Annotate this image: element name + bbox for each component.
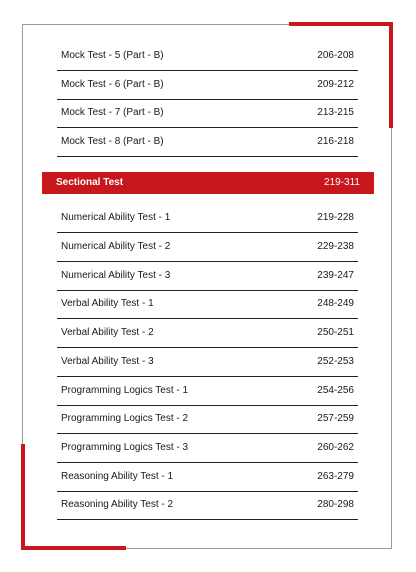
toc-entry-pages: 257-259	[317, 413, 354, 424]
toc-entry-pages: 219-228	[317, 212, 354, 223]
toc-entry-pages: 280-298	[317, 499, 354, 510]
toc-entry-numerical-ability-3[interactable]	[57, 262, 358, 291]
toc-entry-label: Reasoning Ability Test - 2	[61, 499, 174, 510]
toc-entry-pages: 260-262	[317, 442, 354, 453]
toc-entry-label: Programming Logics Test - 1	[61, 385, 189, 396]
toc-entry-mock-test-8[interactable]	[57, 128, 358, 157]
section-pages: 219-311	[324, 177, 360, 188]
toc-entry-pages: 239-247	[317, 270, 354, 281]
toc-entry-pages: 216-218	[317, 136, 354, 147]
toc-entry-reasoning-ability-2[interactable]	[57, 491, 358, 520]
toc-entry-label: Mock Test - 7 (Part - B)	[61, 107, 164, 118]
toc-entry-label: Numerical Ability Test - 3	[61, 270, 171, 281]
toc-entry-programming-logics-1[interactable]	[57, 377, 358, 406]
toc-entry-programming-logics-2[interactable]	[57, 405, 358, 434]
toc-entry-label: Reasoning Ability Test - 1	[61, 471, 174, 482]
toc-entry-mock-test-7[interactable]	[57, 99, 358, 128]
corner-accent-bottom-left	[21, 444, 25, 550]
corner-accent-top-right	[289, 22, 393, 26]
toc-entry-numerical-ability-2[interactable]	[57, 233, 358, 262]
toc-entry-label: Verbal Ability Test - 3	[61, 356, 154, 367]
toc-entry-label: Verbal Ability Test - 1	[61, 298, 154, 309]
toc-entry-verbal-ability-1[interactable]	[57, 290, 358, 319]
corner-accent-bottom-left-horizontal	[21, 546, 126, 550]
corner-accent-top-right-vertical	[389, 22, 393, 128]
toc-entry-pages: 213-215	[317, 107, 354, 118]
toc-entry-label: Programming Logics Test - 3	[61, 442, 189, 453]
section-header-sectional-test[interactable]	[42, 172, 374, 194]
toc-entry-label: Numerical Ability Test - 1	[61, 212, 171, 223]
toc-entry-programming-logics-3[interactable]	[57, 434, 358, 463]
toc-entry-label: Mock Test - 8 (Part - B)	[61, 136, 164, 147]
toc-entry-verbal-ability-2[interactable]	[57, 319, 358, 348]
toc-entry-mock-test-5[interactable]	[57, 42, 358, 71]
toc-entry-label: Numerical Ability Test - 2	[61, 241, 171, 252]
toc-entry-pages: 250-251	[317, 327, 354, 338]
toc-entry-pages: 254-256	[317, 385, 354, 396]
toc-entry-pages: 263-279	[317, 471, 354, 482]
toc-entry-pages: 252-253	[317, 356, 354, 367]
toc-entry-pages: 248-249	[317, 298, 354, 309]
toc-entry-pages: 229-238	[317, 241, 354, 252]
section-title: Sectional Test	[56, 177, 124, 188]
toc-entry-mock-test-6[interactable]	[57, 71, 358, 100]
toc-entry-numerical-ability-1[interactable]	[57, 204, 358, 233]
toc-entry-pages: 209-212	[317, 79, 354, 90]
toc-entry-label: Programming Logics Test - 2	[61, 413, 189, 424]
toc-entry-pages: 206-208	[317, 50, 354, 61]
toc-entry-label: Mock Test - 6 (Part - B)	[61, 79, 164, 90]
toc-entry-reasoning-ability-1[interactable]	[57, 463, 358, 492]
toc-entry-label: Mock Test - 5 (Part - B)	[61, 50, 164, 61]
toc-entry-verbal-ability-3[interactable]	[57, 348, 358, 377]
toc-entry-label: Verbal Ability Test - 2	[61, 327, 154, 338]
